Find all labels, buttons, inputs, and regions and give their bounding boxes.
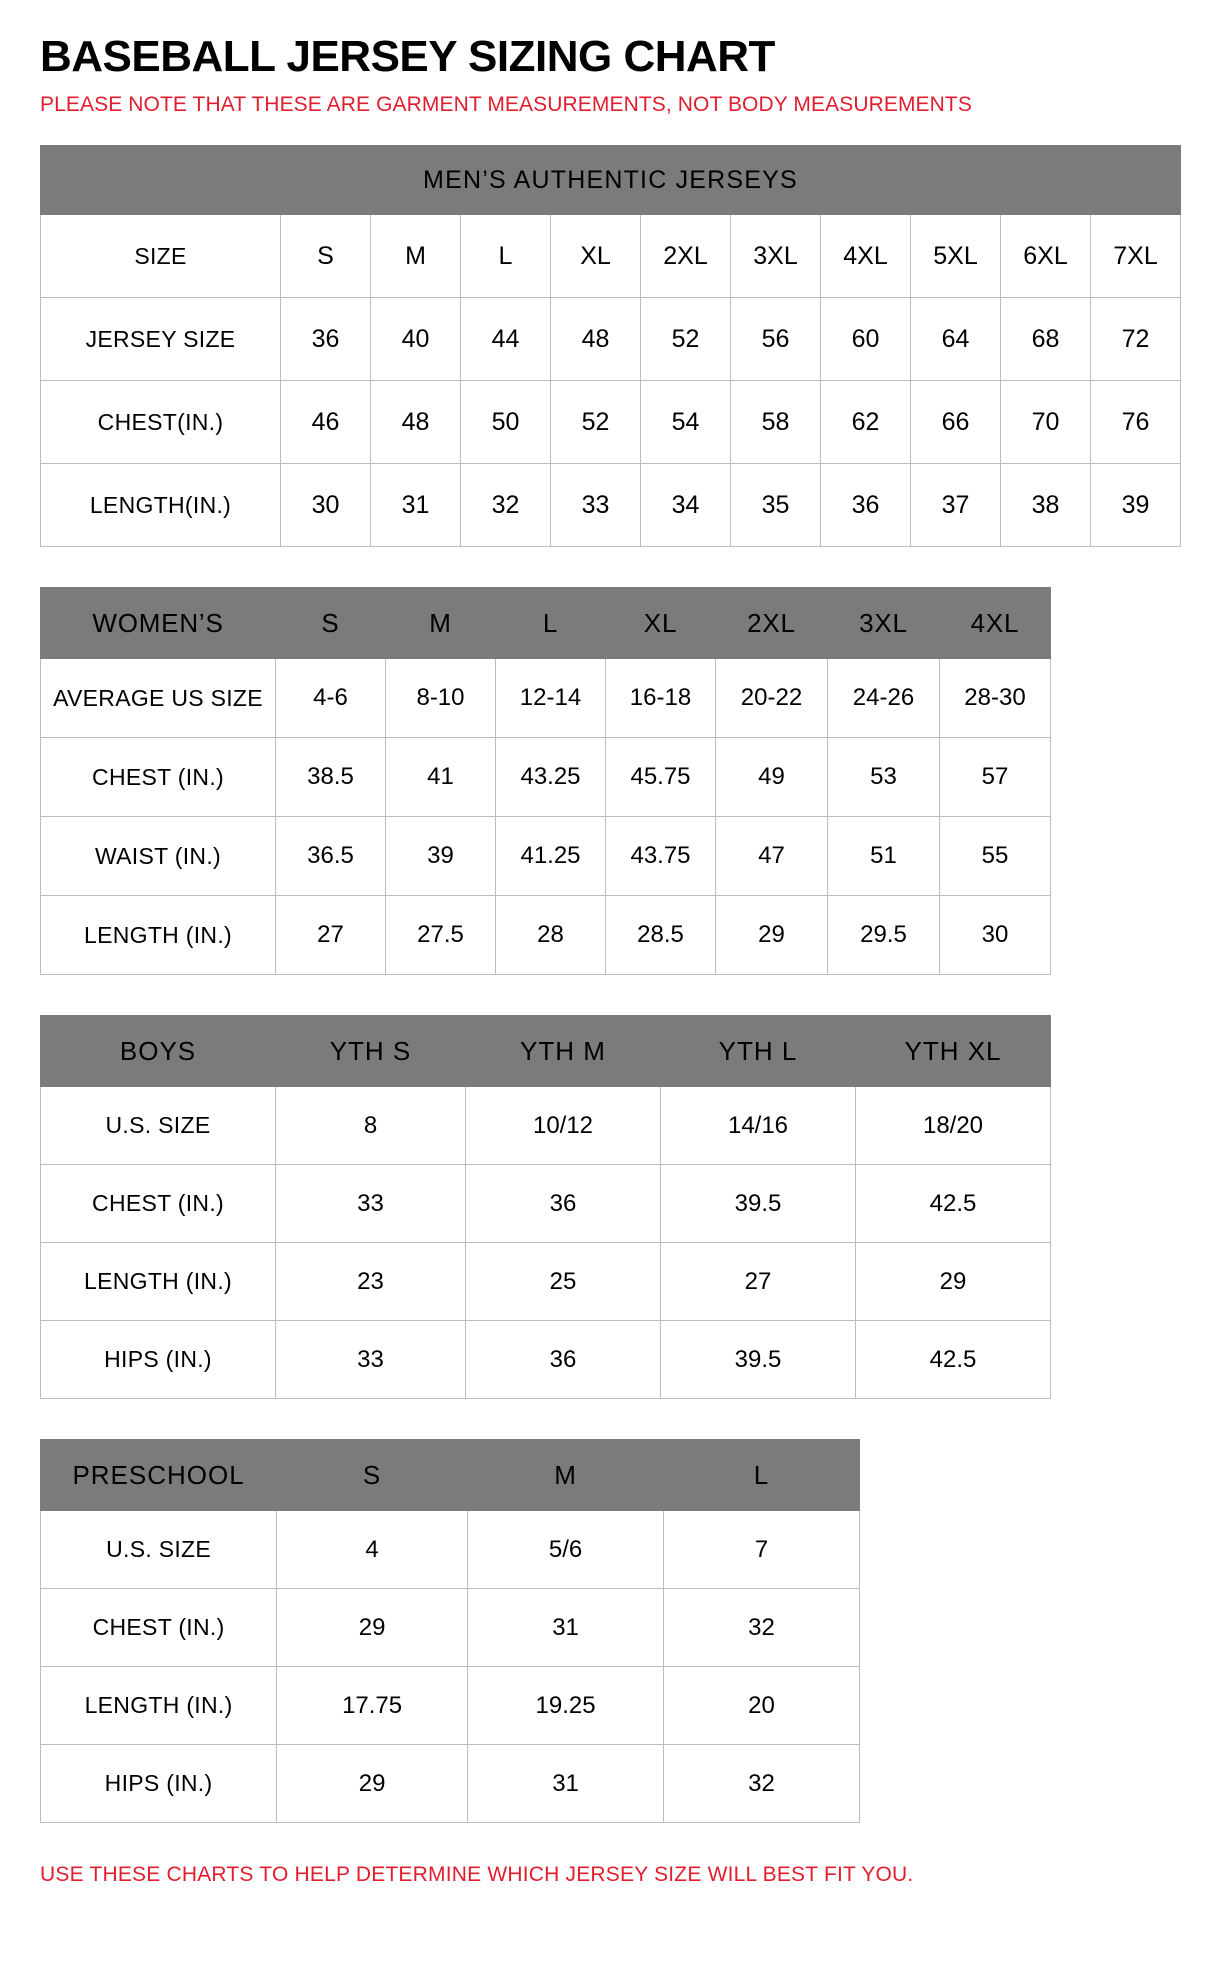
table-cell: 18/20 xyxy=(856,1087,1051,1165)
column-header: S xyxy=(281,215,371,298)
table-row xyxy=(41,1745,860,1823)
column-header: 6XL xyxy=(1001,215,1091,298)
table-cell: 43.75 xyxy=(606,817,716,896)
table-cell: 43.25 xyxy=(496,738,606,817)
table-row xyxy=(41,1589,860,1667)
table-cell: 29 xyxy=(856,1243,1051,1321)
table-cell: 36 xyxy=(821,464,911,547)
table-cell: 51 xyxy=(828,817,940,896)
table-cell: 27 xyxy=(661,1243,856,1321)
table-row xyxy=(41,1087,1051,1165)
table-row xyxy=(41,1667,860,1745)
table-cell: 25 xyxy=(466,1243,661,1321)
table-cell: 7 xyxy=(664,1511,860,1589)
table-cell: 46 xyxy=(281,381,371,464)
row-header: U.S. SIZE xyxy=(41,1087,276,1165)
column-header: S xyxy=(276,588,386,659)
boys-sizing-table xyxy=(40,1015,1051,1399)
table-cell: 29.5 xyxy=(828,896,940,975)
table-cell: 32 xyxy=(461,464,551,547)
table-row xyxy=(41,1243,1051,1321)
womens-sizing-table xyxy=(40,587,1051,975)
table-row xyxy=(41,381,1181,464)
row-header: CHEST (IN.) xyxy=(41,738,276,817)
column-header: YTH L xyxy=(661,1016,856,1087)
table-cell: 8-10 xyxy=(386,659,496,738)
table-cell: 52 xyxy=(641,298,731,381)
table-cell: 33 xyxy=(551,464,641,547)
column-header: 3XL xyxy=(828,588,940,659)
table-cell: 54 xyxy=(641,381,731,464)
table-cell: 35 xyxy=(731,464,821,547)
table-cell: 53 xyxy=(828,738,940,817)
column-header: YTH S xyxy=(276,1016,466,1087)
row-header: HIPS (IN.) xyxy=(41,1321,276,1399)
table-cell: 55 xyxy=(940,817,1051,896)
row-header: LENGTH (IN.) xyxy=(41,896,276,975)
row-header: CHEST(IN.) xyxy=(41,381,281,464)
table-cell: 48 xyxy=(371,381,461,464)
table-cell: 31 xyxy=(468,1745,664,1823)
womens-header-label: WOMEN’S xyxy=(41,588,276,659)
table-cell: 42.5 xyxy=(856,1321,1051,1399)
table-cell: 31 xyxy=(371,464,461,547)
preschool-sizing-table xyxy=(40,1439,860,1823)
table-cell: 48 xyxy=(551,298,641,381)
table-cell: 36 xyxy=(466,1321,661,1399)
table-cell: 72 xyxy=(1091,298,1181,381)
table-cell: 52 xyxy=(551,381,641,464)
table-row xyxy=(41,659,1051,738)
preschool-header-label: PRESCHOOL xyxy=(41,1440,277,1511)
table-cell: 47 xyxy=(716,817,828,896)
table-cell: 36 xyxy=(281,298,371,381)
table-cell: 28 xyxy=(496,896,606,975)
table-cell: 39 xyxy=(1091,464,1181,547)
mens-sizing-table xyxy=(40,145,1181,547)
table-cell: 38.5 xyxy=(276,738,386,817)
table-cell: 4 xyxy=(277,1511,468,1589)
table-cell: 28.5 xyxy=(606,896,716,975)
table-cell: 39.5 xyxy=(661,1321,856,1399)
table-cell: 20-22 xyxy=(716,659,828,738)
table-cell: 70 xyxy=(1001,381,1091,464)
row-header: JERSEY SIZE xyxy=(41,298,281,381)
table-row xyxy=(41,588,1051,659)
row-header: LENGTH (IN.) xyxy=(41,1243,276,1321)
table-cell: 20 xyxy=(664,1667,860,1745)
table-row xyxy=(41,1511,860,1589)
table-cell: 19.25 xyxy=(468,1667,664,1745)
table-row xyxy=(41,146,1181,215)
table-cell: 10/12 xyxy=(466,1087,661,1165)
table-cell: 4-6 xyxy=(276,659,386,738)
table-cell: 66 xyxy=(911,381,1001,464)
column-header: L xyxy=(461,215,551,298)
table-cell: 62 xyxy=(821,381,911,464)
table-cell: 29 xyxy=(277,1589,468,1667)
table-cell: 58 xyxy=(731,381,821,464)
column-header: S xyxy=(277,1440,468,1511)
table-cell: 36 xyxy=(466,1165,661,1243)
table-cell: 23 xyxy=(276,1243,466,1321)
row-header: LENGTH(IN.) xyxy=(41,464,281,547)
column-header: XL xyxy=(551,215,641,298)
row-header: CHEST (IN.) xyxy=(41,1165,276,1243)
table-cell: 56 xyxy=(731,298,821,381)
table-cell: 32 xyxy=(664,1589,860,1667)
table-cell: 33 xyxy=(276,1165,466,1243)
table-cell: 33 xyxy=(276,1321,466,1399)
table-cell: 14/16 xyxy=(661,1087,856,1165)
column-header: 4XL xyxy=(821,215,911,298)
table-cell: 30 xyxy=(940,896,1051,975)
table-row xyxy=(41,215,1181,298)
table-row xyxy=(41,1321,1051,1399)
table-cell: 32 xyxy=(664,1745,860,1823)
table-row xyxy=(41,1440,860,1511)
boys-header-label: BOYS xyxy=(41,1016,276,1087)
table-cell: 38 xyxy=(1001,464,1091,547)
table-cell: 27.5 xyxy=(386,896,496,975)
column-header: XL xyxy=(606,588,716,659)
table-cell: 68 xyxy=(1001,298,1091,381)
table-cell: 50 xyxy=(461,381,551,464)
table-cell: 45.75 xyxy=(606,738,716,817)
column-header: L xyxy=(496,588,606,659)
table-row xyxy=(41,464,1181,547)
column-header: 4XL xyxy=(940,588,1051,659)
table-cell: 37 xyxy=(911,464,1001,547)
row-header: AVERAGE US SIZE xyxy=(41,659,276,738)
table-cell: 41 xyxy=(386,738,496,817)
table-cell: 12-14 xyxy=(496,659,606,738)
table-cell: 28-30 xyxy=(940,659,1051,738)
table-cell: 8 xyxy=(276,1087,466,1165)
mens-banner: MEN’S AUTHENTIC JERSEYS xyxy=(41,146,1181,215)
page-title: BASEBALL JERSEY SIZING CHART xyxy=(40,32,775,81)
table-cell: 27 xyxy=(276,896,386,975)
table-cell: 49 xyxy=(716,738,828,817)
table-row xyxy=(41,1165,1051,1243)
table-cell: 64 xyxy=(911,298,1001,381)
table-cell: 60 xyxy=(821,298,911,381)
column-header: 2XL xyxy=(716,588,828,659)
table-cell: 34 xyxy=(641,464,731,547)
row-header-size: SIZE xyxy=(41,215,281,298)
table-cell: 31 xyxy=(468,1589,664,1667)
table-cell: 44 xyxy=(461,298,551,381)
table-cell: 16-18 xyxy=(606,659,716,738)
table-cell: 30 xyxy=(281,464,371,547)
table-row xyxy=(41,298,1181,381)
table-cell: 39.5 xyxy=(661,1165,856,1243)
table-cell: 39 xyxy=(386,817,496,896)
column-header: 2XL xyxy=(641,215,731,298)
table-cell: 29 xyxy=(277,1745,468,1823)
row-header: WAIST (IN.) xyxy=(41,817,276,896)
column-header: M xyxy=(468,1440,664,1511)
column-header: YTH XL xyxy=(856,1016,1051,1087)
table-cell: 5/6 xyxy=(468,1511,664,1589)
row-header: LENGTH (IN.) xyxy=(41,1667,277,1745)
table-cell: 41.25 xyxy=(496,817,606,896)
column-header: M xyxy=(371,215,461,298)
column-header: YTH M xyxy=(466,1016,661,1087)
column-header: 5XL xyxy=(911,215,1001,298)
footer-note: USE THESE CHARTS TO HELP DETERMINE WHICH JERSEY SIZE WILL BEST FIT YOU. xyxy=(40,1863,914,1887)
table-cell: 29 xyxy=(716,896,828,975)
column-header: M xyxy=(386,588,496,659)
row-header: U.S. SIZE xyxy=(41,1511,277,1589)
table-cell: 36.5 xyxy=(276,817,386,896)
table-cell: 40 xyxy=(371,298,461,381)
table-cell: 42.5 xyxy=(856,1165,1051,1243)
table-row xyxy=(41,738,1051,817)
garment-measurement-note: PLEASE NOTE THAT THESE ARE GARMENT MEASUREMENTS, NOT BODY MEASUREMENTS xyxy=(40,93,972,117)
column-header: L xyxy=(664,1440,860,1511)
table-row xyxy=(41,817,1051,896)
table-cell: 76 xyxy=(1091,381,1181,464)
table-row xyxy=(41,1016,1051,1087)
column-header: 3XL xyxy=(731,215,821,298)
row-header: CHEST (IN.) xyxy=(41,1589,277,1667)
table-row xyxy=(41,896,1051,975)
table-cell: 17.75 xyxy=(277,1667,468,1745)
table-cell: 24-26 xyxy=(828,659,940,738)
row-header: HIPS (IN.) xyxy=(41,1745,277,1823)
column-header: 7XL xyxy=(1091,215,1181,298)
table-cell: 57 xyxy=(940,738,1051,817)
